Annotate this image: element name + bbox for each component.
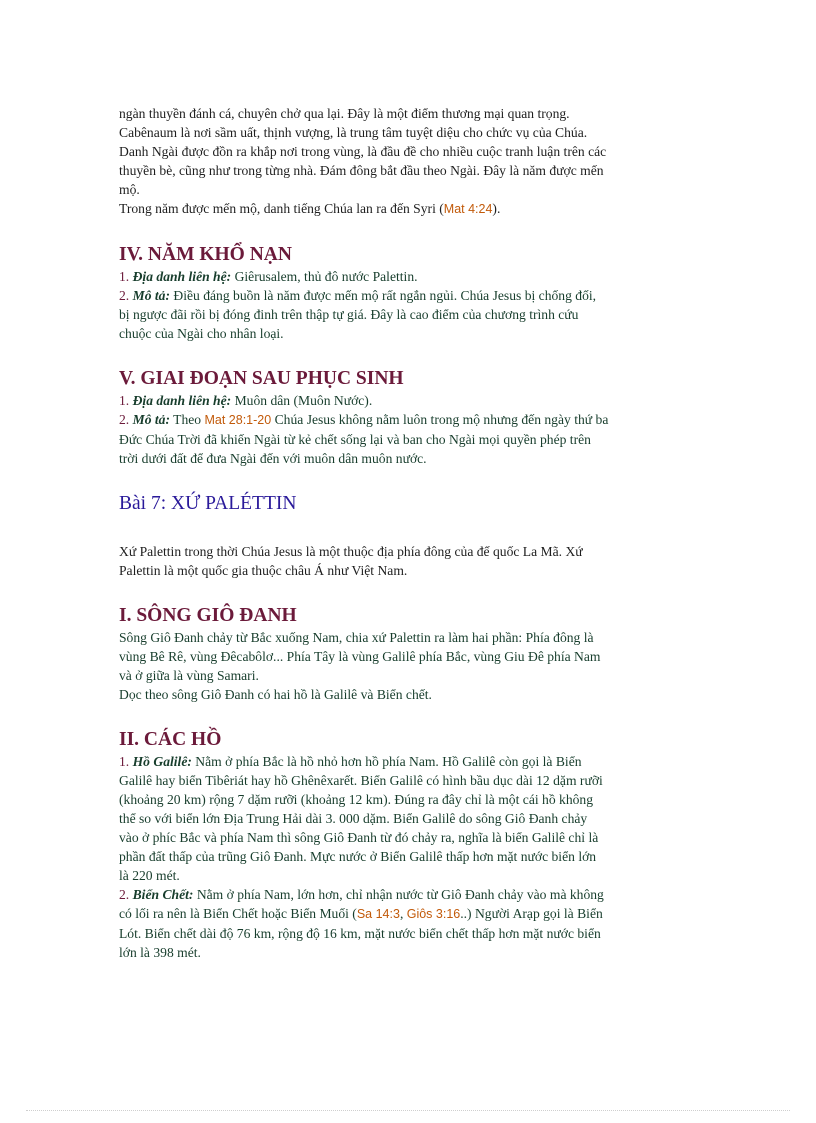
text-line: Danh Ngài được đồn ra khắp nơi trong vùng, là đầu đề cho nhiều cuộc tranh luận trên các [119, 144, 607, 159]
text-line: thể so với biển lớn Địa Trung Hải dài 3. 000 dặm. Biển Galilê do sông Giô Đanh chảy [119, 811, 588, 826]
item-label: Địa danh liên hệ: [132, 269, 232, 284]
section-heading-cac-ho: II. CÁC HỒ [119, 729, 222, 750]
location-item [119, 267, 699, 286]
text-line: (khoảng 20 km) rộng 7 dặm rưỡi (khoảng 12 km). Đúng ra đây chỉ là một cái hồ không [119, 792, 594, 807]
text-line: trời dưới đất để đưa Ngài đến với muôn dân muôn nước. [119, 451, 427, 466]
text-line [119, 904, 699, 924]
intro-paragraph [119, 104, 699, 219]
section-heading-nam-kho-nan: IV. NĂM KHỔ NẠN [119, 244, 292, 265]
text-span: Trong năm được mến mộ, danh tiếng Chúa lan ra đến Syri ( [119, 201, 444, 216]
lesson-title: Bài 7: XỨ PALÉTTIN [119, 493, 297, 514]
text-line: bị ngược đãi rồi bị đóng đinh trên thập tự giá. Đây là cao điểm của chương trình cứu [119, 307, 579, 322]
text-line: vào ở phíc Bắc và phía Nam thì sông Giô Đanh từ đó chảy ra, nghĩa là biển Galilê chỉ là [119, 830, 599, 845]
text-line: mộ. [119, 182, 140, 197]
text-line: Đức Chúa Trời đã khiến Ngài từ kẻ chết sống lại và ban cho Ngài mọi quyền phép trên [119, 432, 591, 447]
text-line: Palettin là một quốc gia thuộc châu Á như Việt Nam. [119, 563, 408, 578]
text-line: Lót. Biển chết dài độ 76 km, rộng độ 16 km, mặt nước biển chết thấp hơn mặt nước biển [119, 926, 601, 941]
item-label: Địa danh liên hệ: [132, 393, 232, 408]
text-line: lớn là 398 mét. [119, 945, 201, 960]
item-label: Mô tả: [132, 412, 170, 427]
item-text: Điều đáng buồn là năm được mến mộ rất ngắn ngủi. Chúa Jesus bị chống đối, [170, 288, 597, 303]
text-line: vùng Bê Rê, vùng Đêcabôlơ... Phía Tây là vùng Galilê phía Bắc, vùng Giu Đê phía Nam [119, 649, 601, 664]
item-number: 2. [119, 288, 130, 303]
item-number: 2. [119, 412, 130, 427]
text-span: ). [492, 201, 501, 216]
text-span: có lối ra nên là Biển Chết hoặc Biển Muối ( [119, 906, 357, 921]
item-text: Muôn dân (Muôn Nước). [231, 393, 373, 408]
section-heading-song-gio-danh: I. SÔNG GIÔ ĐANH [119, 605, 297, 626]
scripture-reference[interactable]: Giôs 3:16 [406, 907, 461, 921]
text-line: Xứ Palettin trong thời Chúa Jesus là một thuộc địa phía đông của đế quốc La Mã. Xứ [119, 544, 583, 559]
text-line: phần đất thấp của trũng Giô Đanh. Mực nước ở Biển Galilê thấp hơn mặt nước biển lớn [119, 849, 597, 864]
text-span: ..) Người Arạp gọi là Biển [460, 906, 603, 921]
description-item [119, 410, 699, 430]
item-text: Chúa Jesus không nằm luôn trong mộ nhưng đến ngày thứ ba [271, 412, 609, 427]
page-bottom-divider [26, 1110, 790, 1111]
text-span: , [399, 906, 407, 921]
text-line: Cabênaum là nơi sầm uất, thịnh vượng, là trung tâm tuyệt diệu cho chức vụ của Chúa. [119, 125, 588, 140]
lake-item-dead-sea [119, 885, 699, 904]
text-line: là 220 mét. [119, 868, 180, 883]
item-number: 2. [119, 887, 130, 902]
text-line: thuyền bè, cũng như trong từng nhà. Đám đông bắt đầu theo Ngài. Đây là năm được mến [119, 163, 604, 178]
page-content [119, 104, 699, 962]
item-number: 1. [119, 269, 130, 284]
item-label: Hồ Galilê: [132, 754, 192, 769]
scripture-reference[interactable]: Mat 4:24 [443, 202, 493, 216]
text-line: Sông Giô Đanh chảy từ Bắc xuống Nam, chia xứ Palettin ra làm hai phần: Phía đông là [119, 630, 594, 645]
scripture-reference[interactable]: Mat 28:1-20 [204, 413, 272, 427]
item-number: 1. [119, 393, 130, 408]
location-item [119, 391, 699, 410]
text-line: ngàn thuyền đánh cá, chuyên chở qua lại. Đây là một điểm thương mại quan trọng. [119, 106, 570, 121]
item-label: Mô tả: [132, 288, 170, 303]
text-line: và ở giữa là vùng Samari. [119, 668, 259, 683]
item-text: Giêrusalem, thủ đô nước Palettin. [231, 269, 418, 284]
text-line [119, 199, 699, 219]
text-line: Dọc theo sông Giô Đanh có hai hồ là Galilê và Biển chết. [119, 687, 432, 702]
item-text: Nằm ở phía Nam, lớn hơn, chỉ nhận nước từ Giô Đanh chảy vào mà không [193, 887, 604, 902]
text-line: chuộc của Ngài cho nhân loại. [119, 326, 284, 341]
text-line: Galilê hay biển Tibêriát hay hồ Ghênêxarết. Biển Galilê có hình bầu dục dài 12 dặm rưỡi [119, 773, 603, 788]
description-item [119, 286, 699, 305]
item-label: Biển Chết: [132, 887, 194, 902]
lake-item-galilee [119, 752, 699, 771]
item-text: Nằm ở phía Bắc là hồ nhỏ hơn hồ phía Nam. Hồ Galilê còn gọi là Biển [191, 754, 582, 769]
section-heading-giai-doan-sau-phuc-sinh: V. GIAI ĐOẠN SAU PHỤC SINH [119, 368, 404, 389]
item-number: 1. [119, 754, 130, 769]
scripture-reference[interactable]: Sa 14:3 [356, 907, 400, 921]
item-text: Theo [170, 412, 205, 427]
